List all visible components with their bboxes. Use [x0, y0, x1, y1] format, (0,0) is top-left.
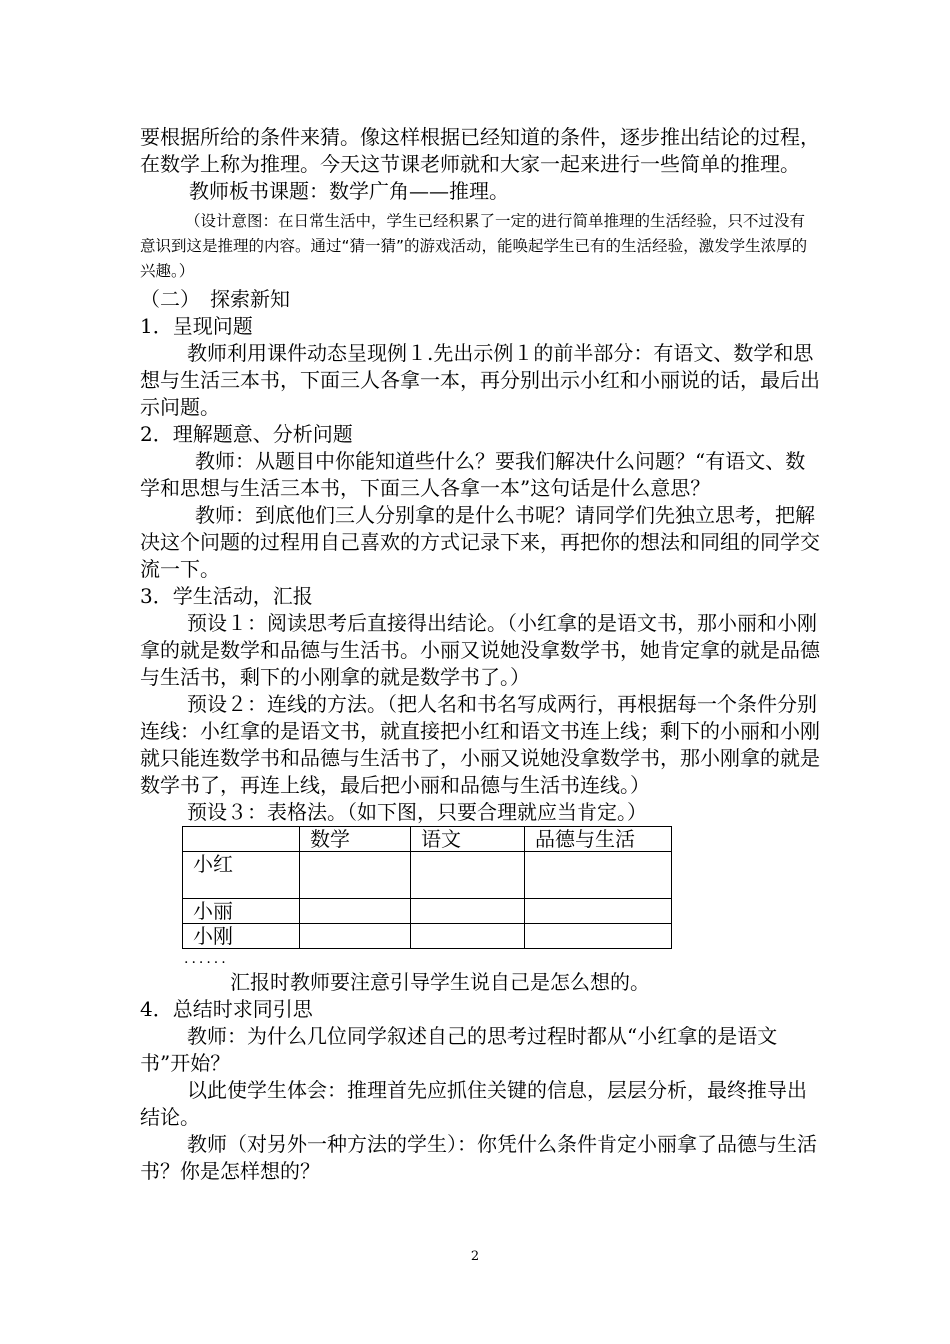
paragraph-teacher-question-1: 教师：从题目中你能知道些什么？要我们解决什么问题？“有语文、数学和思想与生活三本书，下面三人各拿一本”这句话是什么意思？ — [140, 449, 806, 500]
paragraph-teacher-question-4: 教师（对另外一种方法的学生）：你凭什么条件肯定小丽拿了品德与生活书？你是怎样想的？ — [140, 1132, 817, 1183]
paragraph-preset-2: 预设２：连线的方法。（把人名和书名写成两行，再根据每一个条件分别连线：小红拿的是语文书，就直接把小红和语文书连上线；剩下的小丽和小刚就只能连数学书和品德与生活书了，小丽又说她没拿数学书，那小刚拿的就是数学书了，再连上线，最后把小丽和品德与生活书连线。） — [140, 692, 820, 797]
table-row-label: 小丽 — [183, 899, 300, 924]
paragraph-title-board: 教师板书课题：数学广角——推理。 — [189, 179, 509, 203]
book-table — [182, 826, 672, 949]
document-body — [140, 124, 820, 1185]
table-header-row — [183, 827, 672, 852]
paragraph-preset-1: 预设１：阅读思考后直接得出结论。（小红拿的是语文书，那小丽和小刚拿的就是数学和品德与生活书。小丽又说她没拿数学书，她肯定拿的就是品德与生活书，剩下的小刚拿的就是数学书了。） — [140, 611, 820, 689]
table-row — [183, 924, 672, 949]
step-heading-3: 3．学生活动，汇报 — [140, 584, 313, 608]
step-heading-2: 2．理解题意、分析问题 — [140, 422, 353, 446]
table-cell — [411, 899, 525, 924]
table-header-cell: 数学 — [300, 827, 411, 852]
page-number: 2 — [470, 1249, 480, 1264]
table-cell — [300, 852, 411, 899]
table-cell — [525, 899, 672, 924]
paragraph-intro: 要根据所给的条件来猜。像这样根据已经知道的条件，逐步推出结论的过程，在数学上称为推理。今天这节课老师就和大家一起来进行一些简单的推理。 — [140, 125, 820, 176]
step-heading-1: 1．呈现问题 — [140, 314, 253, 338]
table-row — [183, 852, 672, 899]
ellipsis: ...... — [184, 951, 229, 967]
table-cell — [300, 899, 411, 924]
step-heading-4: 4．总结时求同引思 — [140, 997, 313, 1021]
paragraph-reasoning-summary: 以此使学生体会：推理首先应抓住关键的信息，层层分析，最终推导出结论。 — [140, 1078, 807, 1129]
table-cell — [411, 924, 525, 949]
table-cell — [411, 852, 525, 899]
table-cell — [525, 852, 672, 899]
table-row-label: 小红 — [183, 852, 300, 899]
table-header-cell — [183, 827, 300, 852]
section-heading-explore: （二） 探索新知 — [140, 287, 290, 311]
table-row-label: 小刚 — [183, 924, 300, 949]
table-cell — [525, 924, 672, 949]
paragraph-teacher-question-3: 教师：为什么几位同学叙述自己的思考过程时都从“小红拿的是语文书”开始？ — [140, 1024, 778, 1075]
design-intent-note: （设计意图：在日常生活中，学生已经积累了一定的进行简单推理的生活经验，只不过没有意识到这是推理的内容。通过“猜一猜”的游戏活动，能唤起学生已有的生活经验，激发学生浓厚的兴趣。） — [140, 212, 808, 280]
table-header-cell: 品德与生活 — [525, 827, 672, 852]
table-header-cell: 语文 — [411, 827, 525, 852]
table-cell — [300, 924, 411, 949]
paragraph-teacher-question-2: 教师：到底他们三人分别拿的是什么书呢？请同学们先独立思考，把解决这个问题的过程用自己喜欢的方式记录下来，再把你的想法和同组的同学交流一下。 — [140, 503, 820, 581]
paragraph-report-guide: 汇报时教师要注意引导学生说自己是怎么想的。 — [230, 970, 650, 994]
paragraph-preset-3: 预设３：表格法。（如下图，只要合理就应当肯定。） — [187, 800, 647, 824]
table-row — [183, 899, 672, 924]
paragraph-present-problem: 教师利用课件动态呈现例１.先出示例１的前半部分：有语文、数学和思想与生活三本书，下面三人各拿一本，再分别出示小红和小丽说的话，最后出示问题。 — [140, 341, 820, 419]
